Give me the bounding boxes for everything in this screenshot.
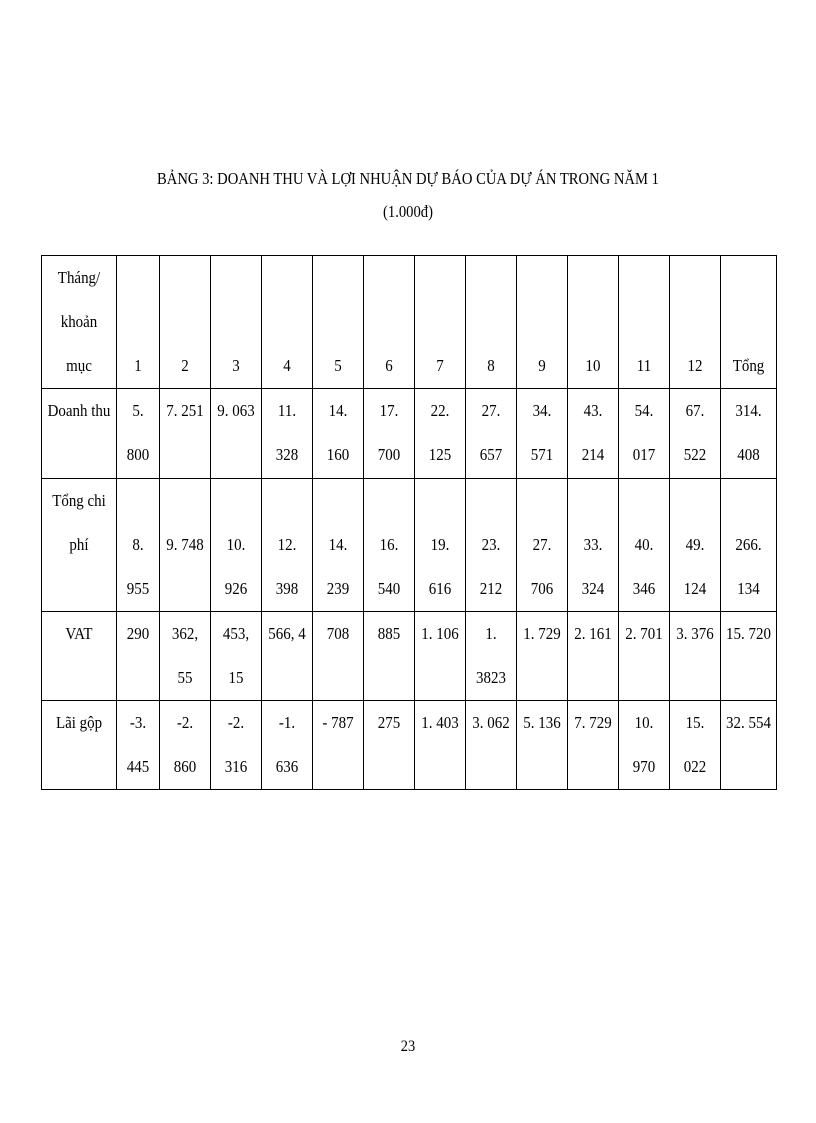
cell-value: 275	[377, 713, 401, 732]
table-cell	[313, 389, 364, 479]
header-text: 8	[487, 356, 495, 375]
table-cell	[117, 389, 160, 479]
header-text: 10	[585, 356, 601, 375]
header-text: 2	[181, 356, 189, 375]
cell-value: -1. 636	[275, 713, 299, 776]
cell-value: 15. 720	[726, 624, 771, 643]
cell-value: 12. 398	[275, 535, 299, 598]
table-cell	[117, 612, 160, 701]
table-cell	[160, 701, 211, 790]
table-cell	[262, 389, 313, 479]
header-cell	[466, 256, 517, 389]
header-text: 9	[538, 356, 546, 375]
cell-value: 43. 214	[581, 401, 605, 464]
cell-value: 14. 160	[326, 401, 350, 464]
table-cell	[415, 389, 466, 479]
table-cell	[721, 389, 777, 479]
cell-value: -2. 316	[224, 713, 248, 776]
table-cell	[364, 612, 415, 701]
table-cell	[721, 701, 777, 790]
row-label: Doanh thu	[47, 401, 111, 420]
cell-value: 11. 328	[275, 401, 299, 464]
table-cell	[517, 701, 568, 790]
table-cell	[517, 479, 568, 612]
page-number: 23	[400, 1038, 416, 1055]
header-cell	[117, 256, 160, 389]
cell-value: 885	[377, 624, 401, 643]
row-label: Lãi gộp	[55, 713, 103, 732]
cell-value: 8. 955	[126, 535, 150, 598]
header-cell	[517, 256, 568, 389]
cell-value: 34. 571	[530, 401, 554, 464]
cell-value: 453, 15	[222, 624, 250, 687]
header-cell	[568, 256, 619, 389]
table-title: BẢNG 3: DOANH THU VÀ LỢI NHUẬN DỰ BÁO CỦA DỰ ÁN TRONG NĂM 1	[157, 169, 659, 188]
cell-value: 362, 55	[171, 624, 199, 687]
header-text: 6	[385, 356, 393, 375]
cell-value: 7. 729	[574, 713, 612, 732]
table-cell	[211, 479, 262, 612]
table-cell	[517, 389, 568, 479]
header-text: 4	[283, 356, 291, 375]
header-cell	[670, 256, 721, 389]
table-cell	[568, 612, 619, 701]
table-cell	[262, 612, 313, 701]
cell-value: 17. 700	[377, 401, 401, 464]
table-cell	[619, 612, 670, 701]
table-cell	[211, 701, 262, 790]
cell-value: 566, 4	[268, 624, 306, 643]
cell-value: 22. 125	[428, 401, 452, 464]
table-cell	[364, 479, 415, 612]
cell-value: 32. 554	[726, 713, 771, 732]
header-text: 12	[687, 356, 703, 375]
cell-value: 1. 403	[421, 713, 459, 732]
header-text: 5	[334, 356, 342, 375]
header-cell	[415, 256, 466, 389]
cell-value: 290	[126, 624, 150, 643]
table-cell	[262, 479, 313, 612]
table-cell	[568, 701, 619, 790]
cell-value: 40. 346	[632, 535, 656, 598]
cell-value: 7. 251	[166, 401, 204, 420]
cell-value: 5. 800	[126, 401, 150, 464]
table-cell	[619, 701, 670, 790]
cell-value: 54. 017	[632, 401, 656, 464]
header-cell	[262, 256, 313, 389]
cell-value: 14. 239	[326, 535, 350, 598]
table-cell	[262, 701, 313, 790]
table-cell	[211, 612, 262, 701]
cell-value: 27. 657	[479, 401, 503, 464]
cell-value: 314. 408	[735, 401, 762, 464]
cell-value: 19. 616	[428, 535, 452, 598]
row-label-cell	[42, 479, 117, 612]
table-cell	[670, 479, 721, 612]
table-cell	[568, 389, 619, 479]
header-cell	[364, 256, 415, 389]
cell-value: - 787	[322, 713, 354, 732]
header-cell	[619, 256, 670, 389]
table-cell	[721, 612, 777, 701]
cell-value: 266. 134	[735, 535, 762, 598]
table-cell	[619, 389, 670, 479]
table-cell	[364, 701, 415, 790]
cell-value: 1. 106	[421, 624, 459, 643]
table-cell	[160, 479, 211, 612]
header-cell	[721, 256, 777, 389]
table-cell	[466, 479, 517, 612]
header-text: 1	[134, 356, 142, 375]
cell-value: 9. 063	[217, 401, 255, 420]
row-label: VAT	[65, 624, 93, 643]
table-unit: (1.000đ)	[383, 202, 433, 221]
table-cell	[117, 701, 160, 790]
cell-value: 2. 161	[574, 624, 612, 643]
table-cell	[568, 479, 619, 612]
cell-value: 16. 540	[377, 535, 401, 598]
table-cell	[415, 701, 466, 790]
header-cell-label	[42, 256, 117, 389]
header-text: 7	[436, 356, 444, 375]
header-cell	[211, 256, 262, 389]
table-row-gross-profit	[42, 701, 777, 790]
table-cell	[619, 479, 670, 612]
cell-value: 9. 748	[166, 535, 204, 554]
cell-value: 10. 970	[632, 713, 656, 776]
cell-value: 3. 062	[472, 713, 510, 732]
header-cell	[160, 256, 211, 389]
cell-value: 10. 926	[224, 535, 248, 598]
table-cell	[313, 479, 364, 612]
table-cell	[211, 389, 262, 479]
table-row-vat	[42, 612, 777, 701]
cell-value: 27. 706	[530, 535, 554, 598]
header-text: 3	[232, 356, 240, 375]
table-cell	[670, 701, 721, 790]
table-cell	[466, 701, 517, 790]
cell-value: 23. 212	[479, 535, 503, 598]
cell-value: -3. 445	[126, 713, 150, 776]
table-cell	[670, 389, 721, 479]
cell-value: 3. 376	[676, 624, 714, 643]
row-label-cell	[42, 612, 117, 701]
cell-value: 67. 522	[683, 401, 707, 464]
row-label-cell	[42, 701, 117, 790]
cell-value: 15. 022	[683, 713, 707, 776]
header-text: Tổng	[732, 356, 765, 375]
header-text: 11	[636, 356, 652, 375]
header-row	[42, 256, 777, 389]
header-text: Tháng/ khoản mục	[57, 268, 101, 375]
table-cell	[415, 479, 466, 612]
cell-value: 49. 124	[683, 535, 707, 598]
cell-value: 5. 136	[523, 713, 561, 732]
table-cell	[415, 612, 466, 701]
row-label-cell	[42, 389, 117, 479]
table-cell	[160, 389, 211, 479]
cell-value: 2. 701	[625, 624, 663, 643]
table-cell	[313, 612, 364, 701]
cell-value: 708	[326, 624, 350, 643]
table-cell	[117, 479, 160, 612]
table-row-revenue	[42, 389, 777, 479]
row-label: Tổng chi phí	[52, 491, 106, 554]
table-cell	[160, 612, 211, 701]
cell-value: -2. 860	[173, 713, 197, 776]
table-cell	[313, 701, 364, 790]
header-cell	[313, 256, 364, 389]
forecast-table	[41, 255, 777, 790]
table-cell	[466, 612, 517, 701]
table-cell	[466, 389, 517, 479]
table-cell	[517, 612, 568, 701]
table-row-total-cost	[42, 479, 777, 612]
table-cell	[721, 479, 777, 612]
cell-value: 1. 3823	[476, 624, 506, 687]
table-cell	[670, 612, 721, 701]
cell-value: 1. 729	[523, 624, 561, 643]
cell-value: 33. 324	[581, 535, 605, 598]
table-cell	[364, 389, 415, 479]
